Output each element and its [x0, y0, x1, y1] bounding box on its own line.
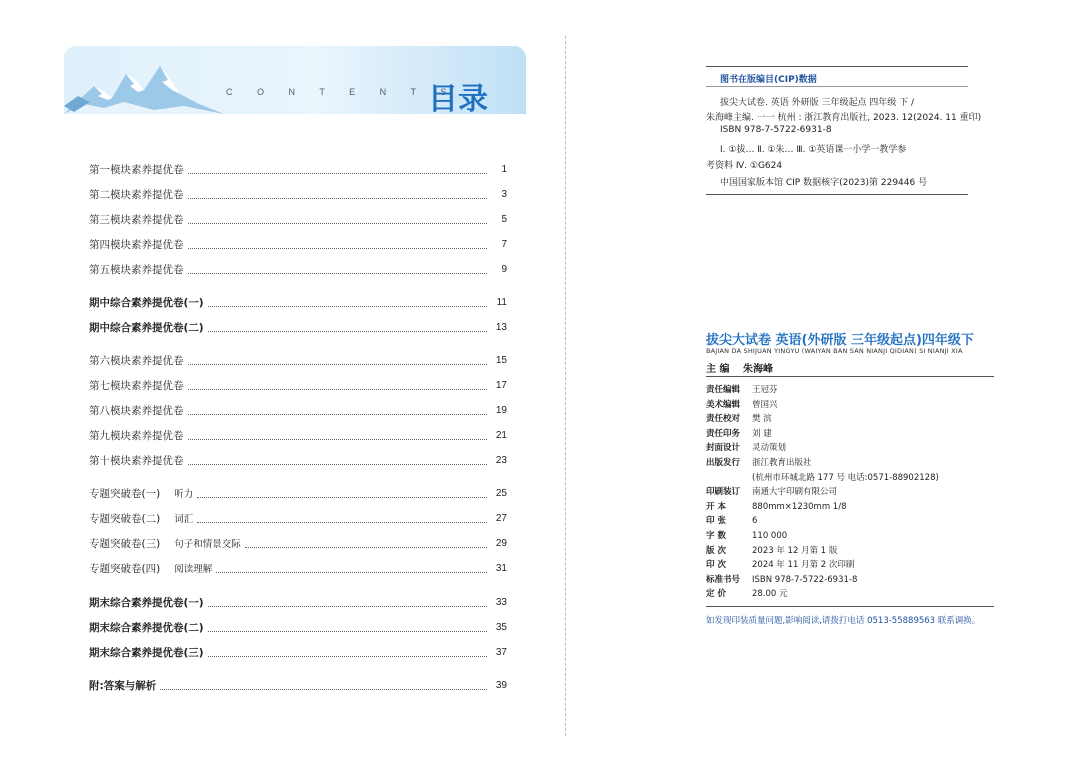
- toc-entry-label: 专题突破卷(二): [89, 512, 161, 525]
- toc-dot-leader: [188, 455, 488, 465]
- colophon-entry: [706, 398, 778, 410]
- cip-line: ISBN 978-7-5722-6931-8: [720, 125, 832, 135]
- toc-entry: [89, 509, 507, 527]
- toc-dot-leader: [188, 189, 488, 199]
- colophon-value: 880mm×1230mm 1/8: [752, 501, 847, 512]
- colophon-value: 6: [752, 516, 758, 527]
- colophon-entry: [706, 441, 786, 453]
- toc-entry: [89, 676, 507, 694]
- toc-dot-leader: [208, 322, 487, 332]
- colophon-key: 字 数: [706, 531, 726, 541]
- editor-name: 朱海峰: [742, 364, 773, 375]
- mountain-illustration: [64, 46, 244, 114]
- toc-dot-leader: [188, 214, 488, 224]
- toc-entry: [89, 260, 507, 278]
- toc-title: 目录: [428, 82, 488, 117]
- toc-page-number: 35: [495, 621, 507, 633]
- toc-entry: [89, 376, 507, 394]
- toc-dot-leader: [245, 538, 487, 548]
- toc-entry-label: 期末综合素养提优卷(一): [89, 596, 204, 609]
- toc-entry-topic: 词汇: [174, 514, 194, 525]
- colophon-value: 2023 年 12 月第 1 版: [752, 545, 838, 556]
- colophon-key: 定 价: [706, 589, 726, 600]
- toc-entry: [89, 534, 507, 552]
- toc-entry: [89, 484, 507, 502]
- toc-dot-leader: [208, 647, 487, 657]
- colophon-value: 110 000: [752, 531, 788, 541]
- colophon-entry: [706, 427, 772, 439]
- colophon-value: (杭州市环城北路 177 号 电话:0571-88902128): [752, 472, 939, 483]
- colophon-key: 印 次: [706, 560, 726, 571]
- colophon-key: 版 次: [706, 545, 726, 556]
- colophon-value: 2024 年 11 月第 2 次印刷: [752, 560, 855, 571]
- colophon-value: 浙江教育出版社: [752, 458, 812, 468]
- toc-page-number: 31: [495, 562, 507, 574]
- toc-dot-leader: [188, 430, 488, 440]
- toc-entry: [89, 210, 507, 228]
- toc-entry-label: 第二模块素养提优卷: [89, 188, 184, 201]
- toc-entry-label: 第六模块素养提优卷: [89, 354, 184, 367]
- toc-entry: [89, 593, 507, 611]
- page-fold-divider: [565, 36, 566, 736]
- cip-line: 拔尖大试卷. 英语 外研版 三年级起点 四年级 下 /: [720, 98, 915, 108]
- colophon-value: 灵动策划: [752, 443, 787, 454]
- colophon-entry: [706, 456, 812, 468]
- colophon-entry: [706, 471, 939, 483]
- colophon-entry: [706, 587, 788, 599]
- colophon-value: 刘 建: [752, 428, 772, 439]
- toc-dot-leader: [188, 164, 488, 174]
- cip-title-rule: [706, 86, 968, 87]
- toc-dot-leader: [208, 622, 487, 632]
- toc-page-number: 11: [496, 296, 507, 308]
- cip-line: 考资料 Ⅳ. ①G624: [706, 161, 783, 171]
- toc-page-number: 3: [501, 188, 507, 200]
- toc-entry-label: 第八模块素养提优卷: [89, 404, 184, 417]
- toc-page-number: 37: [495, 646, 507, 658]
- colophon-top-rule: [706, 376, 994, 377]
- toc-page-number: 27: [495, 512, 507, 524]
- toc-page-number: 21: [495, 429, 507, 441]
- cip-top-rule: [706, 66, 968, 67]
- colophon-entry: [706, 412, 772, 424]
- colophon-entry: [706, 544, 837, 556]
- colophon-entry: [706, 514, 757, 526]
- toc-entry: [89, 451, 507, 469]
- toc-dot-leader: [208, 297, 487, 307]
- colophon-value: 樊 滨: [752, 414, 772, 425]
- colophon-key: 印刷装订: [706, 487, 741, 498]
- toc-entry-label: 第四模块素养提优卷: [89, 238, 184, 251]
- colophon-value: 28.00 元: [752, 589, 788, 600]
- colophon-entry: [706, 500, 846, 512]
- toc-entry: [89, 160, 507, 178]
- toc-entry: [89, 185, 507, 203]
- colophon-key: 美术编辑: [706, 399, 741, 410]
- toc-dot-leader: [160, 680, 487, 690]
- toc-page-number: 5: [501, 213, 507, 225]
- toc-dot-leader: [188, 264, 488, 274]
- colophon-value: 南通大宇印刷有限公司: [752, 487, 838, 498]
- colophon-entry: [706, 573, 857, 585]
- contents-letters: C O N T E N T S: [226, 87, 458, 97]
- toc-entry-label: 期末综合素养提优卷(三): [89, 646, 204, 659]
- toc-entry-label: 第五模块素养提优卷: [89, 263, 184, 276]
- toc-entry: [89, 618, 507, 636]
- cip-line: 朱海峰主编. 一一 杭州 : 浙江教育出版社, 2023. 12(2024. 11 重印): [706, 113, 982, 123]
- toc-page-number: 17: [495, 379, 507, 391]
- colophon-key: 印 张: [706, 516, 726, 527]
- cip-line: Ⅰ. ①拔… Ⅱ. ①朱… Ⅲ. ①英语课一小学一教学参: [720, 145, 907, 155]
- colophon-value: 曾国兴: [752, 399, 778, 410]
- toc-page-number: 1: [501, 163, 507, 175]
- toc-entry: [89, 235, 507, 253]
- toc-entry-label: 专题突破卷(三): [89, 537, 161, 550]
- colophon-key: 责任校对: [706, 414, 741, 425]
- toc-dot-leader: [188, 355, 488, 365]
- toc-dot-leader: [188, 405, 488, 415]
- toc-entry-label: 期中综合素养提优卷(二): [89, 321, 204, 334]
- colophon-entry: [706, 529, 787, 541]
- toc-entry-label: 附:答案与解析: [89, 679, 157, 692]
- toc-entry-topic: 听力: [174, 489, 194, 500]
- toc-page-number: 7: [501, 238, 507, 250]
- toc-page-number: 25: [495, 487, 507, 499]
- colophon-value: ISBN 978-7-5722-6931-8: [752, 574, 858, 585]
- toc-entry: [89, 559, 507, 577]
- toc-entry-label: 第一模块素养提优卷: [89, 163, 184, 176]
- toc-entry: [89, 643, 507, 661]
- colophon-entry: [706, 558, 854, 570]
- editor-line: [706, 360, 773, 375]
- toc-entry-label: 期末综合素养提优卷(二): [89, 621, 204, 634]
- toc-dot-leader: [188, 239, 488, 249]
- toc-page-number: 39: [495, 679, 507, 691]
- cip-bottom-rule: [706, 194, 968, 195]
- toc-dot-leader: [197, 488, 487, 498]
- toc-page-number: 15: [495, 354, 507, 366]
- toc-entry: [89, 426, 507, 444]
- toc-page-number: 33: [495, 596, 507, 608]
- toc-page-number: 13: [495, 321, 507, 333]
- toc-page-number: 19: [495, 404, 507, 416]
- toc-dot-leader: [197, 513, 487, 523]
- toc-entry-label: 专题突破卷(一): [89, 487, 161, 500]
- toc-entry-topic: 阅读理解: [174, 564, 213, 575]
- colophon-key: 责任印务: [706, 428, 741, 439]
- colophon-key: 封面设计: [706, 443, 741, 454]
- toc-entry-label: 第九模块素养提优卷: [89, 429, 184, 442]
- cip-line: 中国国家版本馆 CIP 数据核字(2023)第 229446 号: [720, 178, 928, 188]
- toc-page-number: 29: [495, 537, 507, 549]
- toc-entry-label: 第七模块素养提优卷: [89, 379, 184, 392]
- colophon-bottom-rule: [706, 606, 994, 607]
- editor-label: 主 编: [706, 364, 730, 375]
- colophon-key: 责任编辑: [706, 385, 741, 395]
- colophon-key: 标准书号: [706, 574, 741, 585]
- colophon-value: 王冠芬: [752, 385, 778, 395]
- toc-page-number: 23: [495, 454, 507, 466]
- book-title-pinyin: BAJIAN DA SHIJUAN YINGYU (WAIYAN BAN SAN NIANJI QIDIAN) SI NIANJI XIA: [706, 347, 963, 355]
- toc-entry-label: 期中综合素养提优卷(一): [89, 296, 204, 309]
- toc-entry: [89, 293, 507, 311]
- toc-entry: [89, 351, 507, 369]
- toc-entry: [89, 401, 507, 419]
- colophon-entry: [706, 383, 778, 395]
- toc-entry-label: 专题突破卷(四): [89, 562, 161, 575]
- cip-title: 图书在版编目(CIP)数据: [720, 75, 817, 85]
- toc-dot-leader: [216, 563, 487, 573]
- toc-entry-label: 第十模块素养提优卷: [89, 454, 184, 467]
- toc-entry-label: 第三模块素养提优卷: [89, 213, 184, 226]
- toc-dot-leader: [208, 597, 487, 607]
- toc-entry: [89, 318, 507, 336]
- colophon-key: 开 本: [706, 501, 726, 512]
- toc-dot-leader: [188, 380, 488, 390]
- quality-notice: 如发现印装质量问题,影响阅读,请拨打电话 0513-55889563 联系调换。: [706, 616, 981, 626]
- toc-entry-topic: 句子和情景交际: [174, 539, 241, 550]
- book-title: 拔尖大试卷 英语(外研版 三年级起点)四年级下: [706, 333, 974, 348]
- colophon-entry: [706, 485, 837, 497]
- toc-page-number: 9: [501, 263, 507, 275]
- colophon-key: 出版发行: [706, 458, 741, 468]
